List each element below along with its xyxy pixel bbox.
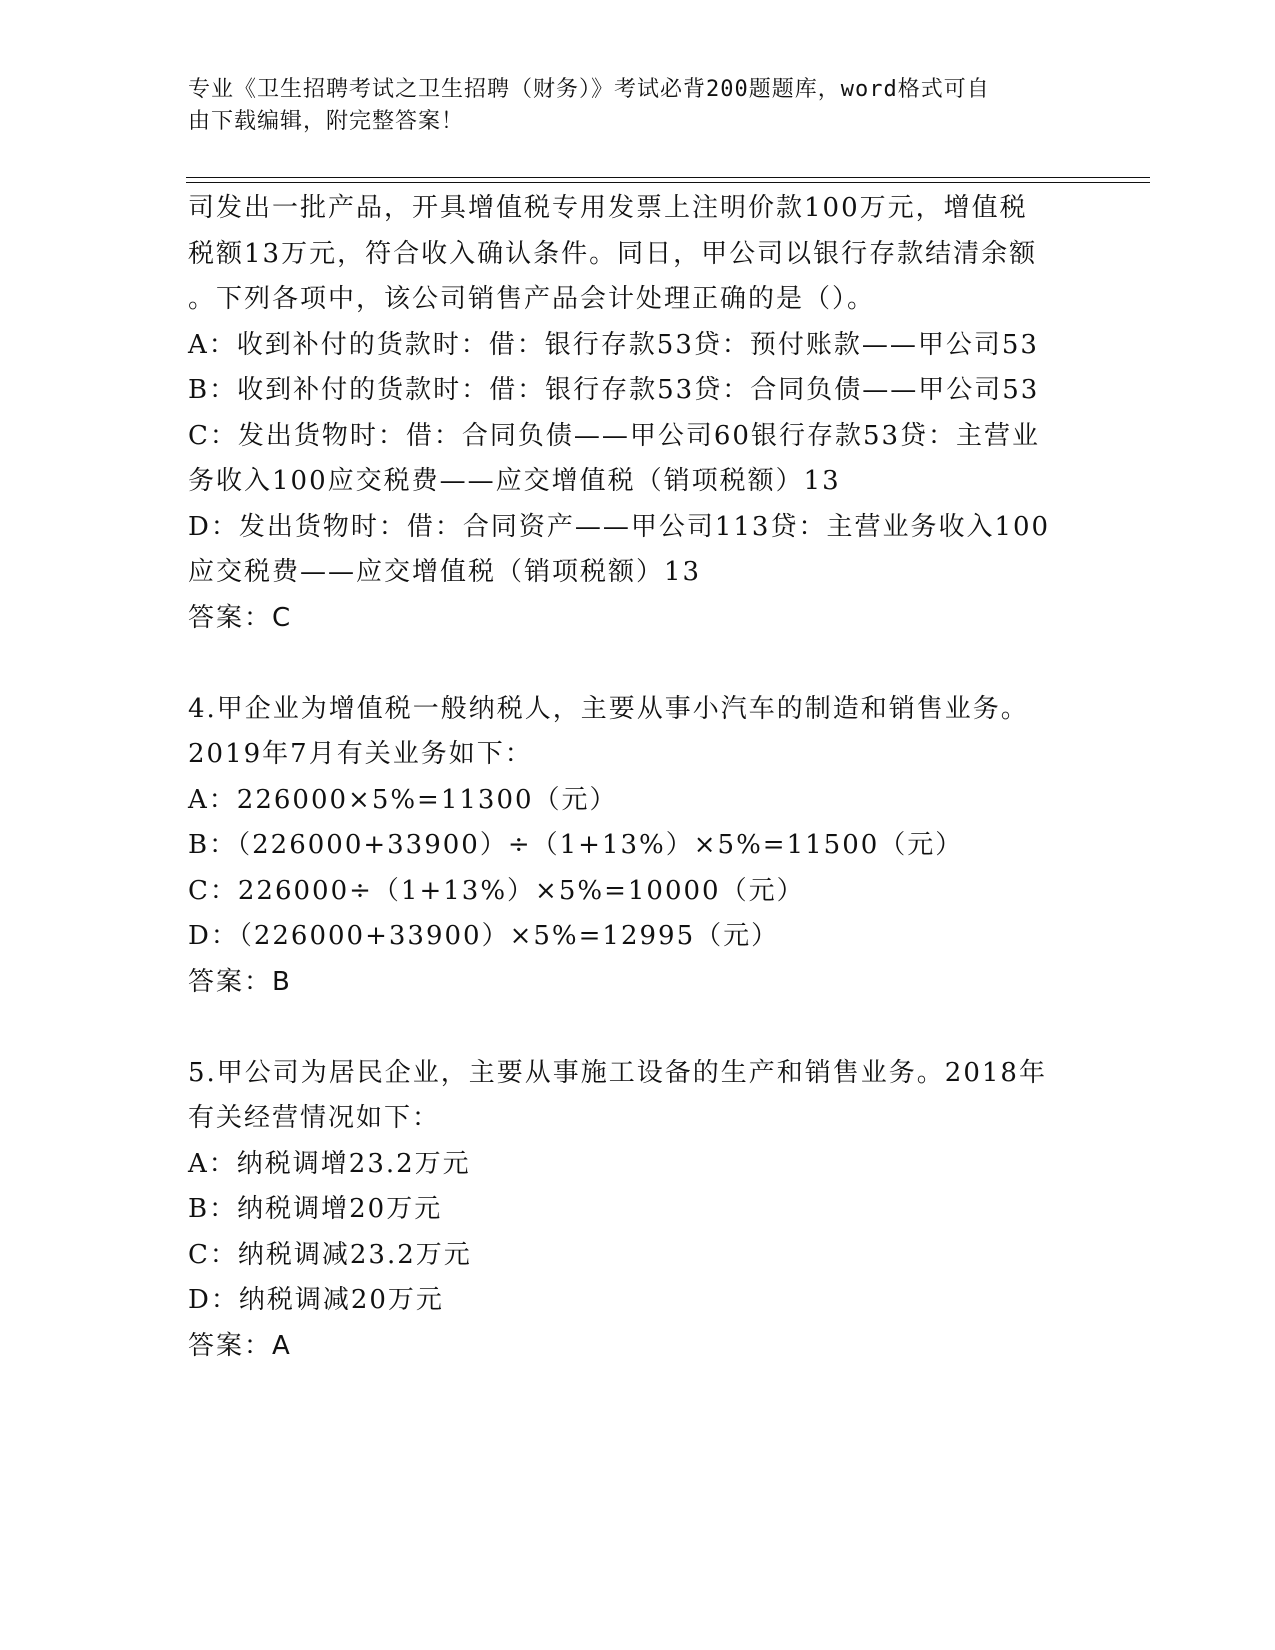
- option-d: D：纳税调减20万元: [188, 1285, 444, 1315]
- answer-line: 答案：B: [188, 966, 292, 997]
- option-b: B：纳税调增20万元: [188, 1194, 443, 1224]
- option-c: C：发出货物时：借：合同负债——甲公司60银行存款53贷：主营业: [188, 420, 1041, 451]
- option-b: B：（226000+33900）÷（1+13%）×5%=11500（元）: [188, 830, 964, 860]
- option-d: D：发出货物时：借：合同资产——甲公司113贷：主营业务收入100: [188, 511, 1051, 542]
- header-divider-top: [186, 177, 1150, 178]
- answer-line: 答案：C: [188, 602, 293, 633]
- option-d-continued: 应交税费——应交增值税（销项税额）13: [188, 557, 702, 587]
- spacer: [188, 641, 1088, 687]
- answer-line: 答案：A: [188, 1330, 292, 1361]
- option-c: C：纳税调减23.2万元: [188, 1239, 472, 1270]
- question-stem-line: 司发出一批产品，开具增值税专用发票上注明价款100万元，增值税: [188, 193, 1028, 223]
- header-divider-bottom: [186, 182, 1150, 183]
- question-5: [188, 1051, 1088, 1370]
- document-body: [188, 186, 1088, 1369]
- header-line-2: 由下载编辑，附完整答案！: [188, 109, 465, 134]
- option-c: C：226000÷（1+13%）×5%=10000（元）: [188, 875, 805, 906]
- question-stem-line: 2019年7月有关业务如下：: [188, 739, 533, 769]
- question-stem-line: 4.甲企业为增值税一般纳税人，主要从事小汽车的制造和销售业务。: [188, 693, 1029, 724]
- spacer: [188, 1005, 1088, 1051]
- question-3: [188, 186, 1088, 641]
- question-stem-line: 5.甲公司为居民企业，主要从事施工设备的生产和销售业务。2018年: [188, 1057, 1047, 1088]
- question-4: [188, 687, 1088, 1006]
- option-b: B：收到补付的货款时：借：银行存款53贷：合同负债——甲公司53: [188, 375, 1040, 405]
- option-c-continued: 务收入100应交税费——应交增值税（销项税额）13: [188, 466, 841, 496]
- question-stem-line: 税额13万元，符合收入确认条件。同日，甲公司以银行存款结清余额: [188, 238, 1038, 269]
- option-d: D：（226000+33900）×5%=12995（元）: [188, 921, 780, 951]
- option-a: A：226000×5%=11300（元）: [188, 784, 618, 815]
- question-stem-line: 有关经营情况如下：: [188, 1103, 441, 1133]
- option-a: A：收到补付的货款时：借：银行存款53贷：预付账款——甲公司53: [188, 329, 1039, 360]
- page-header: [188, 74, 1068, 138]
- question-stem-line: 。下列各项中，该公司销售产品会计处理正确的是（）。: [188, 284, 876, 314]
- option-a: A：纳税调增23.2万元: [188, 1148, 471, 1179]
- header-line-1: 专业《卫生招聘考试之卫生招聘（财务）》考试必背200题题库，word格式可自: [188, 77, 990, 102]
